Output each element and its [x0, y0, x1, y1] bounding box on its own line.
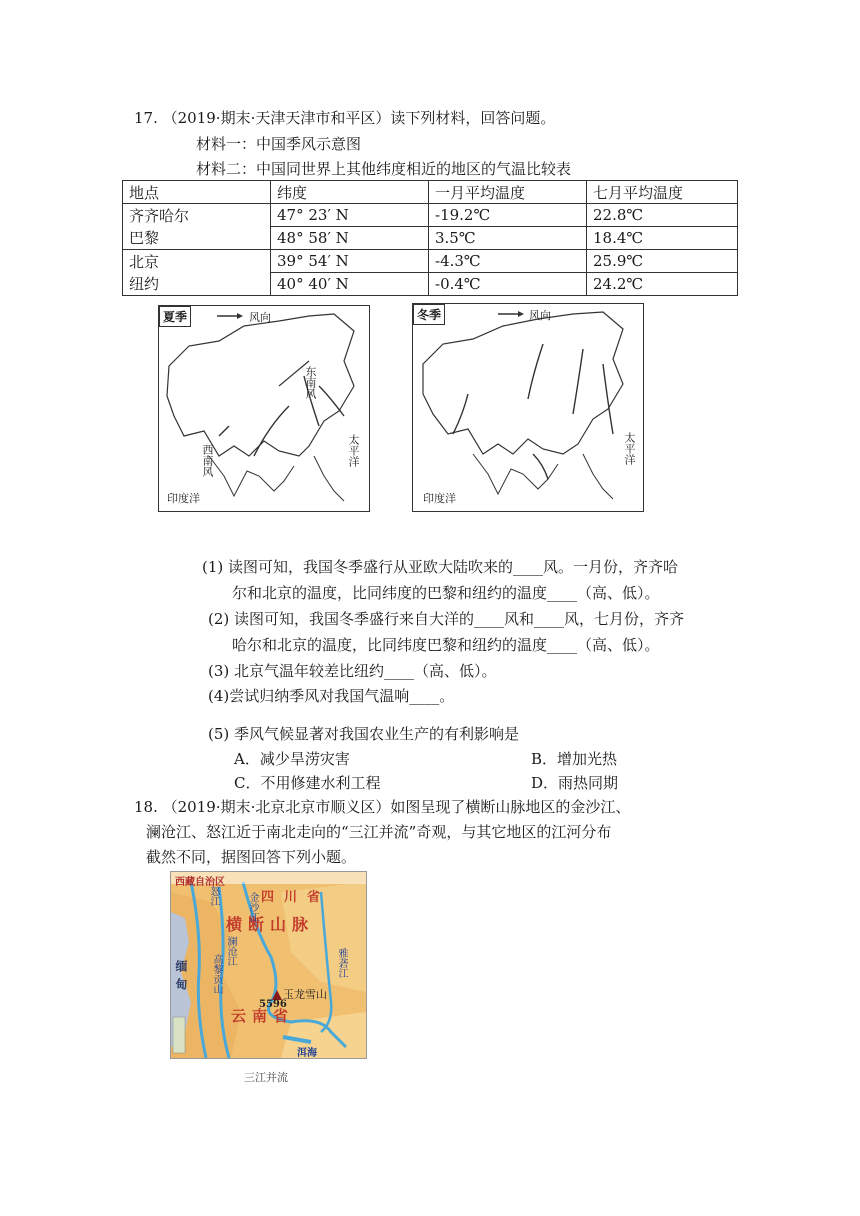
gaoligong-label: 高黎贡山	[211, 954, 222, 994]
option-c[interactable]: C．不用修建水利工程	[234, 774, 381, 792]
three-rivers-map	[170, 871, 367, 1059]
table-header: 纬度	[271, 181, 429, 204]
table-cell: 25.9℃	[587, 250, 738, 273]
yulong-label: 玉龙雪山	[283, 988, 327, 1001]
yunnan-label: 云南省	[231, 1007, 295, 1025]
q18-line1: 18. （2019·期末·北京北京市顺义区）如图呈现了横断山脉地区的金沙江、	[134, 798, 631, 816]
summer-sw-wind-label: 西南风	[201, 444, 214, 477]
map-caption: 三江并流	[244, 1072, 288, 1084]
q17-material1: 材料一：中国季风示意图	[196, 135, 362, 153]
table-cell: 22.8℃	[587, 204, 738, 227]
table-cell: 北京	[123, 250, 271, 273]
lancang-label: 澜沧江	[225, 936, 236, 966]
table-cell: 18.4℃	[587, 227, 738, 250]
table-cell: 纽约	[123, 273, 271, 296]
table-cell: 47° 23′ N	[271, 204, 429, 227]
table-cell: 40° 40′ N	[271, 273, 429, 296]
table-cell: 48° 58′ N	[271, 227, 429, 250]
table-cell: -19.2℃	[429, 204, 587, 227]
winter-monsoon-map	[412, 303, 644, 512]
winter-pacific-label: 太平洋	[623, 432, 636, 465]
summer-se-wind-label: 东南风	[304, 366, 317, 399]
q18-line3: 截然不同，据图回答下列小题。	[146, 848, 357, 866]
hengduan-label: 横断山脉	[226, 915, 315, 934]
table-header: 七月平均温度	[587, 181, 738, 204]
q17-sub1-line2: 尔和北京的温度，比同纬度的巴黎和纽约的温度____（高、低）。	[232, 584, 660, 602]
q17-sub2-line1: (2) 读图可知，我国冬季盛行来自大洋的____风和____风，七月份，齐齐	[208, 610, 685, 628]
nu-label: 怒江	[208, 886, 219, 906]
summer-label: 夏季	[159, 306, 191, 327]
option-a[interactable]: A．减少旱涝灾害	[234, 750, 350, 768]
erhai-label: 洱海	[297, 1048, 317, 1059]
table-row	[123, 204, 738, 227]
q18-line2: 澜沧江、怒江近于南北走向的“三江并流”奇观，与其它地区的江河分布	[146, 823, 612, 841]
summer-map-svg	[159, 306, 369, 511]
elevation-label: 5596	[259, 999, 287, 1010]
winter-label: 冬季	[413, 304, 445, 325]
table-row	[123, 227, 738, 250]
table-cell: 齐齐哈尔	[123, 204, 271, 227]
table-cell: 3.5℃	[429, 227, 587, 250]
tibet-label: 西藏自治区	[175, 877, 225, 888]
table-header: 一月平均温度	[429, 181, 587, 204]
winter-map-svg	[413, 304, 643, 511]
table-cell: 巴黎	[123, 227, 271, 250]
table-row	[123, 250, 738, 273]
option-d[interactable]: D．雨热同期	[531, 774, 619, 792]
q17-sub1-line1: (1) 读图可知，我国冬季盛行从亚欧大陆吹来的____风。一月份，齐齐哈	[202, 558, 679, 576]
summer-wind-legend: 风向	[249, 311, 271, 324]
q17-sub4: (4)尝试归纳季风对我国气温响____。	[208, 687, 455, 705]
winter-indian-label: 印度洋	[423, 492, 456, 505]
q17-sub3: (3) 北京气温年较差比纽约____（高、低）。	[208, 662, 497, 680]
table-cell: 39° 54′ N	[271, 250, 429, 273]
yalong-label: 雅砻江	[336, 948, 347, 978]
winter-wind-legend: 风向	[529, 309, 551, 322]
sichuan-label: 四川省	[261, 890, 331, 905]
q17-material2: 材料二：中国同世界上其他纬度相近的地区的气温比较表	[196, 160, 572, 178]
summer-pacific-label: 太平洋	[347, 434, 360, 467]
q17-sub2-line2: 哈尔和北京的温度，比同纬度巴黎和纽约的温度____（高、低）。	[232, 636, 660, 654]
jinsha-label: 金沙江	[247, 892, 258, 922]
option-b[interactable]: B．增加光热	[531, 750, 618, 768]
myanmar-label: 缅甸	[174, 960, 188, 996]
table-cell: -0.4℃	[429, 273, 587, 296]
table-cell: -4.3℃	[429, 250, 587, 273]
q17-header: 17. （2019·期末·天津天津市和平区）读下列材料，回答问题。	[134, 109, 556, 127]
summer-indian-label: 印度洋	[167, 492, 200, 505]
q17-sub5: (5) 季风气候显著对我国农业生产的有利影响是	[208, 725, 520, 743]
table-cell: 24.2℃	[587, 273, 738, 296]
temperature-table	[122, 180, 738, 296]
table-header-row	[123, 181, 738, 204]
table-row	[123, 273, 738, 296]
summer-monsoon-map	[158, 305, 370, 512]
table-header: 地点	[123, 181, 271, 204]
